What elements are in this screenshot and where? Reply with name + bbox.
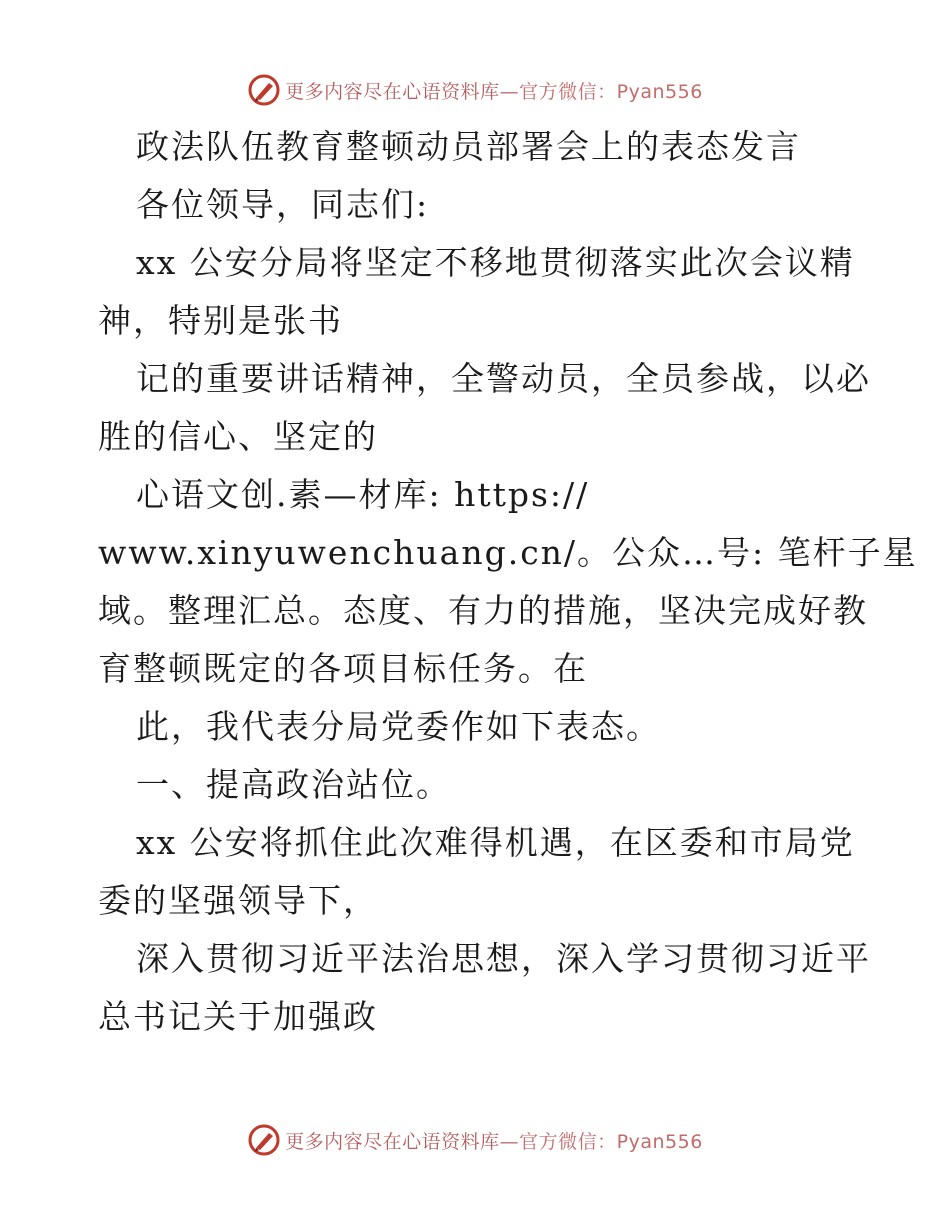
paragraph-line: 神，特别是张书: [98, 301, 343, 340]
paragraph-line: 胜的信心、坚定的: [98, 417, 378, 456]
footer-banner: [0, 1120, 950, 1160]
paragraph-line: 委的坚强领导下，: [98, 881, 378, 920]
paragraph-line: 心语文创.素—材库: https://: [136, 475, 590, 514]
paragraph-line: 记的重要讲话精神，全警动员，全员参战，以必: [136, 359, 871, 398]
banner-separator: —: [499, 80, 520, 103]
paragraph-line: www.xinyuwenchuang.cn/。公众…号: 笔杆子星: [98, 533, 918, 572]
paragraph-line: 深入贯彻习近平法治思想，深入学习贯彻习近平: [136, 939, 871, 978]
banner-wechat: 官方微信：Pyan556: [519, 80, 703, 103]
banner-separator: —: [499, 1130, 520, 1153]
paragraph-line: xx 公安分局将坚定不移地贯彻落实此次会议精: [136, 243, 855, 282]
banner-wechat: 官方微信：Pyan556: [519, 1130, 703, 1153]
salutation: 各位领导，同志们:: [136, 185, 430, 224]
paragraph-line: xx 公安将抓住此次难得机遇，在区委和市局党: [136, 823, 855, 862]
pen-logo-icon: [247, 1123, 281, 1157]
pen-logo-icon: [247, 73, 281, 107]
section-heading: 一、提高政治站位。: [136, 765, 451, 804]
header-banner: [0, 70, 950, 110]
paragraph-line: 域。整理汇总。态度、有力的措施，坚决完成好教: [98, 591, 868, 630]
banner-text: 更多内容尽在心语资料库: [285, 80, 500, 103]
document-title: 政法队伍教育整顿动员部署会上的表态发言: [136, 127, 801, 166]
banner-text: 更多内容尽在心语资料库: [285, 1130, 500, 1153]
paragraph-line: 总书记关于加强政: [98, 997, 378, 1036]
paragraph-line: 育整顿既定的各项目标任务。在: [98, 649, 588, 688]
document-body: [98, 118, 918, 1046]
paragraph-line: 此，我代表分局党委作如下表态。: [136, 707, 661, 746]
